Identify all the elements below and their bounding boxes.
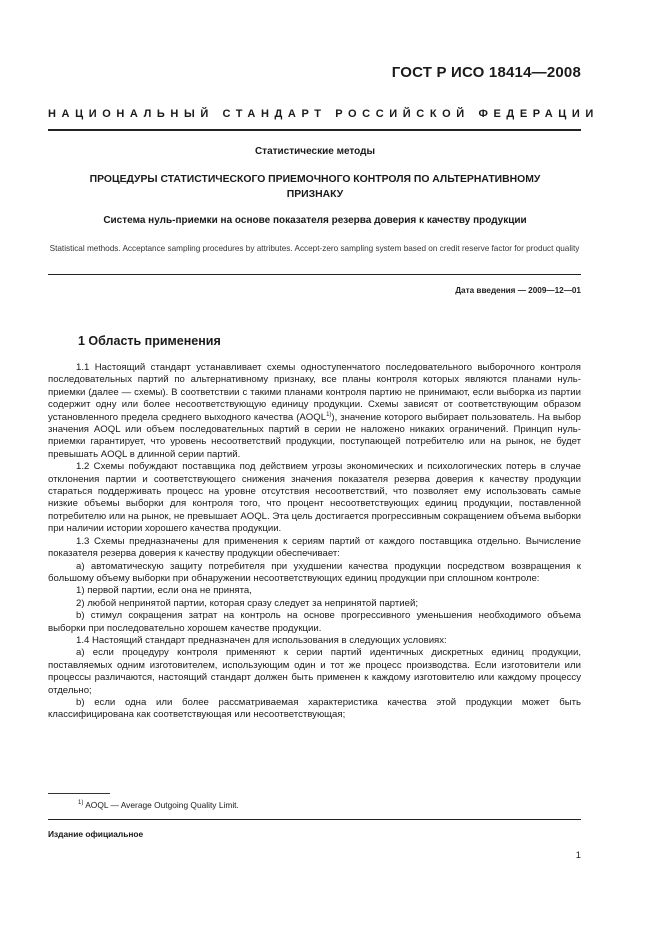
document-code: ГОСТ Р ИСО 18414—2008: [391, 64, 581, 81]
footnote: [78, 800, 239, 810]
paragraph-1-3: 1.3 Схемы предназначены для применения к сериям партий от каждого поставщика отдельно. Вычисление показателя резерва доверия к качеству продукции обеспечивает:: [48, 535, 581, 560]
english-title: Statistical methods. Acceptance sampling procedures by attributes. Accept-zero sampling system based on credit reserve factor for product quality: [49, 244, 580, 253]
footnote-reference: 1): [326, 411, 332, 418]
list-item-b: b) стимул сокращения затрат на контроль на основе прогрессивного уменьшения необходимого объема выборки при последовательно хорошем качестве продукции.: [48, 610, 581, 634]
list-item-2: 2) любой непринятой партии, которая сразу следует за непринятой партией;: [76, 597, 419, 609]
footer-rule: [48, 819, 581, 820]
footnote-text: AOQL — Average Outgoing Quality Limit.: [85, 800, 239, 810]
main-title: ПРОЦЕДУРЫ СТАТИСТИЧЕСКОГО ПРИЕМОЧНОГО КОНТРОЛЯ ПО АЛЬТЕРНАТИВНОМУ ПРИЗНАКУ: [89, 174, 541, 200]
edition-label: Издание официальное: [48, 829, 144, 839]
series-title: Статистические методы: [254, 146, 376, 157]
list-item-a: а) если процедуру контроля применяют к серии партий идентичных дискретных единиц продукции, поставляемых одним изготовителем, использующим один и тот же процесс производства. Если изготовители или процессы различаются, настоящий стандарт должен быть применен к каждому изготовителю или каждому процессу отдельно;: [48, 647, 581, 696]
list-item-1: 1) первой партии, если она не принята,: [76, 585, 252, 597]
page-number: 1: [575, 849, 581, 860]
paragraph-1-4: 1.4 Настоящий стандарт предназначен для использования в следующих условиях:: [76, 634, 447, 646]
section-heading: 1 Область применения: [78, 334, 221, 348]
title-rule: [48, 274, 581, 275]
footnote-separator: [48, 793, 110, 794]
footnote-marker: 1): [78, 800, 84, 807]
subtitle: Система нуль-приемки на основе показателя резерва доверия к качеству продукции: [103, 215, 527, 226]
header-rule: [48, 129, 581, 131]
paragraph-1-2: 1.2 Схемы побуждают поставщика под действием угрозы экономических и психологических потерь в случае отклонения партии и соответствующего снижения значения показателя резерва доверия к качеству продукции стараться поддерживать процесс на уровне отсутствия несоответствий, что позволяет ему использовать самые низкие объемы выборки для контроля того, что процент несоответствующих единиц продукции, поставленной потребителю или на рынок, не превышает AOQL. Эта цель достигается прогрессивным сокращением объема выборки при наличии истории хорошего качества продукции.: [48, 461, 581, 535]
list-item-a: а) автоматическую защиту потребителя при ухудшении качества продукции посредством возвращения к большому объему выборки при обнаружении несоответствующих единиц продукции при сплошном контроле:: [48, 560, 581, 584]
national-standard-banner: НАЦИОНАЛЬНЫЙ СТАНДАРТ РОССИЙСКОЙ ФЕДЕРАЦИИ: [48, 108, 599, 120]
body-text: [48, 362, 581, 722]
list-item-b: b) если одна или более рассматриваемая характеристика качества этой продукции может быть классифицирована как соответствующая или несоответствующая;: [48, 696, 581, 721]
paragraph-1-1: 1.1 Настоящий стандарт устанавливает схемы одноступенчатого последовательного выборочного контроля последовательных партий по альтернативному признаку, все планы контроля которых являются планами нуль-приемки (далее — схемы). В соответствии с такими планами контроля партию не принимают, если выборка из партии содержит одну или более несоответствующую единицу продукции. Схемы зависят от соответствующим образом установленного предела среднего выходного качества (AOQL$^{1)}$), значение которого выбирает пользователь. На выбор значения AOQL или объем последовательных партий в серии не наложено никаких ограничений. Принцип нуль-приемки гарантирует, что уровень несоответствий продукции, поступающей потребителю или на рынок, не будет превышать AOQL в длинной серии партий.: [48, 362, 582, 460]
introduction-date: Дата введения — 2009—12—01: [455, 286, 581, 295]
